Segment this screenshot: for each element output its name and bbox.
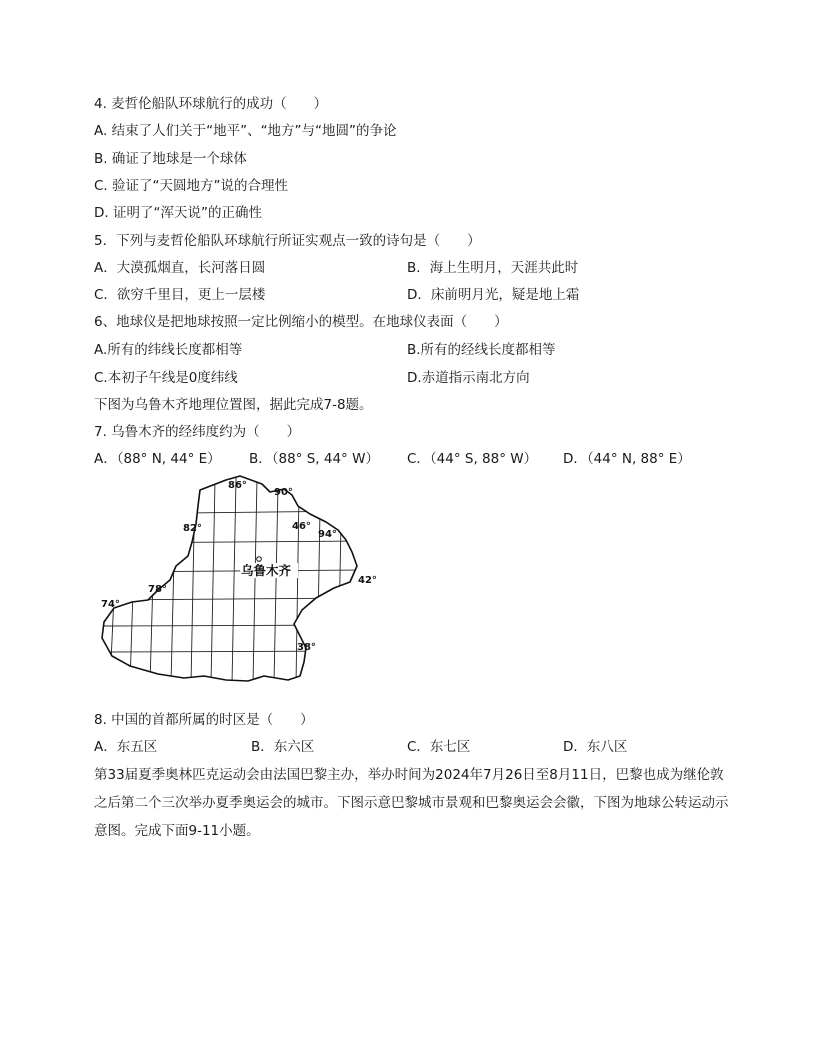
lat-label-42: 42° [358, 575, 377, 586]
urumqi-label: 乌鲁木齐 [241, 563, 292, 578]
lon-label-82: 82° [183, 523, 202, 534]
q7-option-d: D．（44° N, 88° E） [563, 451, 691, 467]
q6-option-a: A.所有的纬线长度都相等 [94, 342, 243, 358]
q7-option-c: C．（44° S, 88° W） [407, 451, 538, 467]
q5-stem: 5．下列与麦哲伦船队环球航行所证实观点一致的诗句是（ ） [94, 233, 481, 249]
urumqi-location-map [92, 474, 392, 696]
q4-option-d: D. 证明了“浑天说”的正确性 [94, 205, 262, 221]
lon-label-74: 74° [101, 599, 120, 610]
lon-label-86: 86° [228, 480, 247, 491]
q6-option-d: D.赤道指示南北方向 [407, 370, 530, 386]
q8-option-a: A．东五区 [94, 739, 158, 755]
q4-option-b: B. 确证了地球是一个球体 [94, 151, 247, 167]
map-graticule [100, 478, 360, 684]
q4-option-a: A. 结束了人们关于“地平”、“地方”与“地圆”的争论 [94, 123, 397, 139]
q8-stem: 8. 中国的首都所属的时区是（ ） [94, 712, 314, 728]
q8-option-c: C．东七区 [407, 739, 471, 755]
q7-option-a: A．（88° N, 44° E） [94, 451, 221, 467]
q7-option-b: B．（88° S, 44° W） [249, 451, 379, 467]
q5-option-a: A．大漠孤烟直，长河落日圆 [94, 260, 266, 276]
lon-label-78: 78° [148, 584, 167, 595]
lat-label-46: 46° [292, 521, 311, 532]
lat-label-38: 38° [297, 642, 316, 653]
lon-label-90: 90° [274, 487, 293, 498]
q7-stem: 7. 乌鲁木齐的经纬度约为（ ） [94, 424, 301, 440]
q8-option-d: D．东八区 [563, 739, 628, 755]
intro-q7-8: 下图为乌鲁木齐地理位置图，据此完成7-8题。 [94, 397, 373, 413]
lon-label-94: 94° [318, 529, 337, 540]
urumqi-marker [257, 557, 262, 562]
q8-option-b: B．东六区 [251, 739, 315, 755]
q4-stem: 4. 麦哲伦船队环球航行的成功（ ） [94, 96, 328, 112]
q6-option-b: B.所有的经线长度都相等 [407, 342, 556, 358]
q5-option-c: C．欲穷千里目，更上一层楼 [94, 287, 266, 303]
q5-option-b: B．海上生明月，天涯共此时 [407, 260, 579, 276]
q4-option-c: C. 验证了“天圆地方”说的合理性 [94, 178, 288, 194]
q6-stem: 6、地球仪是把地球按照一定比例缩小的模型。在地球仪表面（ ） [94, 314, 508, 330]
q5-option-d: D．床前明月光，疑是地上霜 [407, 287, 580, 303]
passage-q9-11: 第33届夏季奥林匹克运动会由法国巴黎主办，举办时间为2024年7月26日至8月11日，巴黎也成为继伦敦之后第二个三次举办夏季奥运会的城市。下图示意巴黎城市景观和巴黎奥运会会徽，下图为地球公转运动示意图。完成下面9-11小题。 [94, 767, 729, 839]
q6-option-c: C.本初子午线是0度纬线 [94, 370, 238, 386]
